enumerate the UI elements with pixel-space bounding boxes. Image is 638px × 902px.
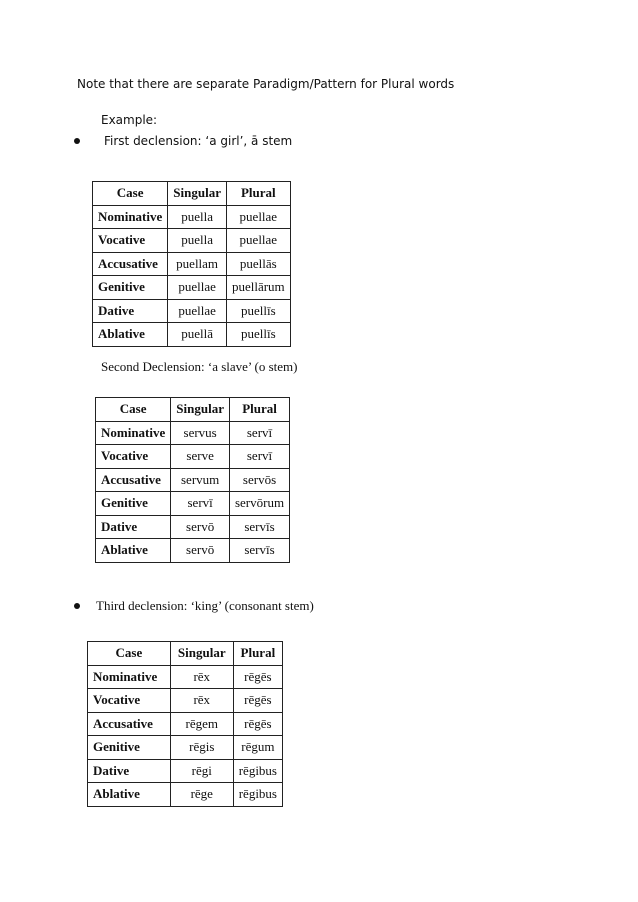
plural-cell: puellās [226,252,290,276]
plural-cell: servī [229,445,289,469]
singular-cell: puellae [168,299,227,323]
case-cell: Genitive [93,276,168,300]
singular-cell: puellae [168,276,227,300]
plural-cell: puellae [226,205,290,229]
singular-cell: servus [171,421,230,445]
singular-cell: rēx [170,665,233,689]
bullet-icon [74,138,80,144]
singular-cell: serve [171,445,230,469]
table-row [96,492,290,516]
case-cell: Accusative [96,468,171,492]
singular-cell: puella [168,229,227,253]
second-declension-heading: Second Declension: ‘a slave’ (o stem) [101,359,298,374]
singular-cell: rēgi [170,759,233,783]
column-header-case: Case [88,642,171,666]
table-row [93,205,291,229]
plural-cell: servōrum [229,492,289,516]
case-cell: Genitive [96,492,171,516]
column-header-singular: Singular [171,398,230,422]
column-header-plural: Plural [226,182,290,206]
table-row [88,665,283,689]
plural-cell: servōs [229,468,289,492]
case-cell: Accusative [93,252,168,276]
plural-cell: servī [229,421,289,445]
case-cell: Nominative [96,421,171,445]
bullet-icon [74,603,80,609]
third-declension-heading: Third declension: ‘king’ (consonant stem) [96,598,314,613]
case-cell: Vocative [96,445,171,469]
first-declension-heading: First declension: ‘a girl’, ā stem [104,134,293,148]
case-cell: Dative [96,515,171,539]
case-cell: Nominative [93,205,168,229]
table-row [93,276,291,300]
table-row [88,759,283,783]
plural-cell: servīs [229,515,289,539]
case-cell: Vocative [93,229,168,253]
singular-cell: rēgis [170,736,233,760]
plural-cell: rēgibus [233,783,282,807]
column-header-plural: Plural [229,398,289,422]
plural-cell: puellīs [226,323,290,347]
table-row [93,229,291,253]
singular-cell: puellā [168,323,227,347]
case-cell: Dative [93,299,168,323]
table-row [96,421,290,445]
second-declension-table [95,397,290,563]
plural-cell: rēgēs [233,712,282,736]
plural-cell: rēgibus [233,759,282,783]
case-cell: Accusative [88,712,171,736]
table-row [88,783,283,807]
intro-note: Note that there are separate Paradigm/Pattern for Plural words [77,77,455,91]
table-row [96,468,290,492]
table-header-row [96,398,290,422]
case-cell: Genitive [88,736,171,760]
table-row [96,539,290,563]
column-header-case: Case [93,182,168,206]
singular-cell: rēge [170,783,233,807]
plural-cell: puellārum [226,276,290,300]
table-header-row [93,182,291,206]
table-row [96,515,290,539]
singular-cell: servō [171,515,230,539]
plural-cell: rēgēs [233,689,282,713]
plural-cell: puellīs [226,299,290,323]
singular-cell: rēgem [170,712,233,736]
case-cell: Ablative [96,539,171,563]
column-header-plural: Plural [233,642,282,666]
plural-cell: puellae [226,229,290,253]
table-row [88,689,283,713]
case-cell: Dative [88,759,171,783]
first-declension-table [92,181,291,347]
case-cell: Ablative [88,783,171,807]
column-header-singular: Singular [168,182,227,206]
case-cell: Nominative [88,665,171,689]
singular-cell: servum [171,468,230,492]
table-row [88,712,283,736]
case-cell: Vocative [88,689,171,713]
table-row [93,323,291,347]
singular-cell: rēx [170,689,233,713]
table-row [88,736,283,760]
plural-cell: servīs [229,539,289,563]
table-row [93,252,291,276]
column-header-case: Case [96,398,171,422]
third-declension-table [87,641,283,807]
table-row [96,445,290,469]
singular-cell: servī [171,492,230,516]
singular-cell: puellam [168,252,227,276]
column-header-singular: Singular [170,642,233,666]
table-row [93,299,291,323]
table-header-row [88,642,283,666]
plural-cell: rēgēs [233,665,282,689]
example-label: Example: [101,113,158,127]
singular-cell: puella [168,205,227,229]
singular-cell: servō [171,539,230,563]
plural-cell: rēgum [233,736,282,760]
case-cell: Ablative [93,323,168,347]
